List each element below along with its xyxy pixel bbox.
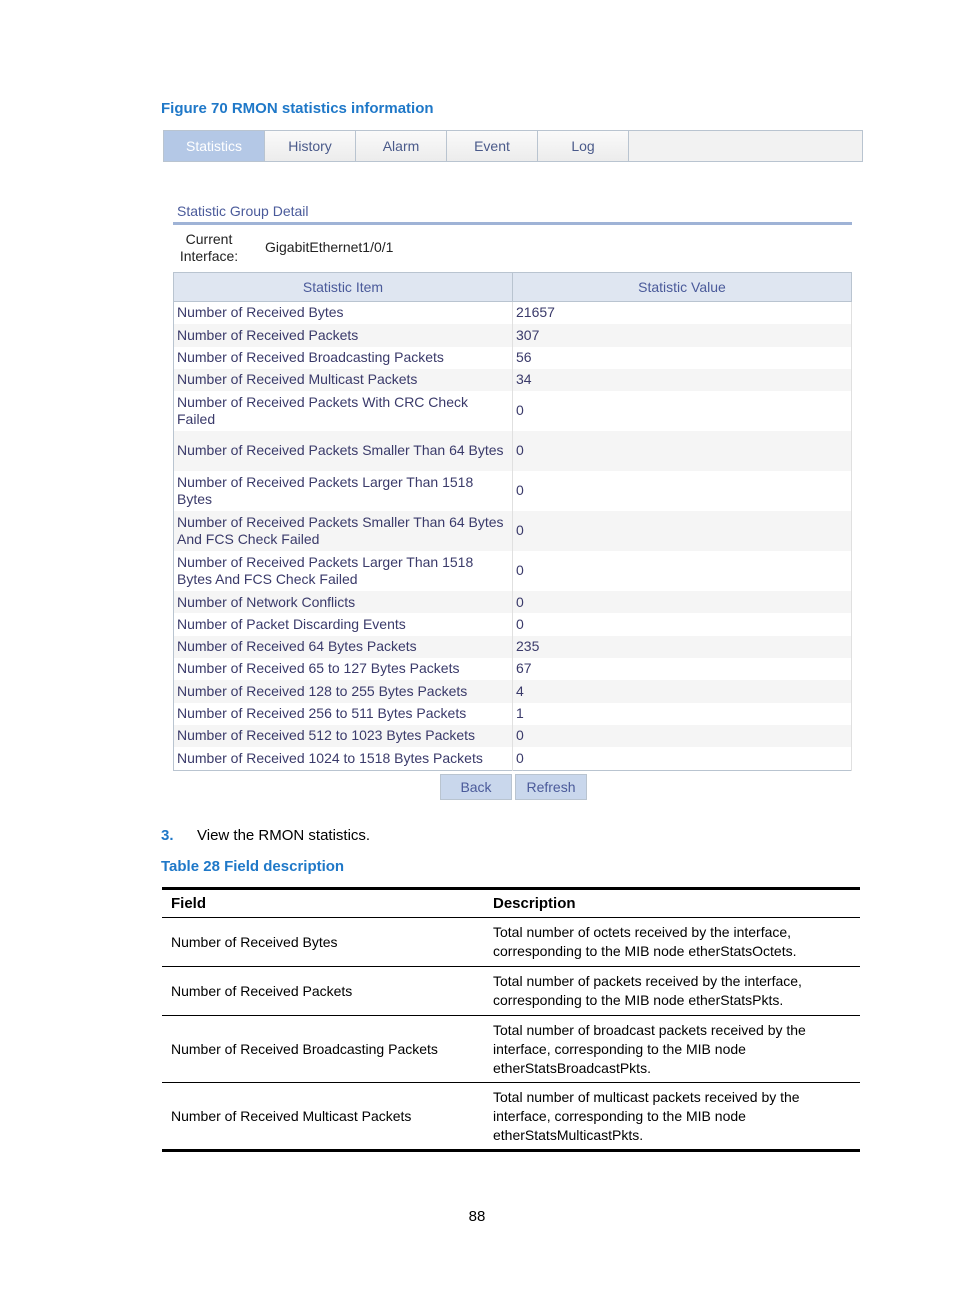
table-row <box>174 613 852 635</box>
group-title: Statistic Group Detail <box>177 203 309 219</box>
statistic-item: Number of Received 256 to 511 Bytes Packets <box>174 703 513 725</box>
statistic-item: Number of Received Packets Smaller Than 64 Bytes And FCS Check Failed <box>174 511 513 551</box>
field-name: Number of Received Multicast Packets <box>171 1107 412 1124</box>
statistic-item: Number of Received Packets Smaller Than 64 Bytes <box>174 431 513 471</box>
field-name: Number of Received Bytes <box>162 918 484 967</box>
column-header-statistic-value: Statistic Value <box>513 273 852 302</box>
statistic-value: 0 <box>513 511 852 551</box>
table-row <box>174 658 852 680</box>
current-interface-label <box>174 231 244 265</box>
tab-bar <box>163 130 863 162</box>
table-row <box>162 967 860 1016</box>
statistic-item: Number of Network Conflicts <box>174 591 513 613</box>
statistic-item: Number of Received 512 to 1023 Bytes Packets <box>174 725 513 747</box>
table-row <box>174 471 852 511</box>
table-row <box>162 918 860 967</box>
statistic-value: 34 <box>513 369 852 391</box>
statistic-item: Number of Received Bytes <box>174 302 513 325</box>
statistic-value: 0 <box>513 725 852 747</box>
statistic-item: Number of Received 65 to 127 Bytes Packets <box>174 658 513 680</box>
statistic-value: 4 <box>513 680 852 702</box>
group-title-divider <box>173 222 852 225</box>
statistic-value: 0 <box>513 391 852 431</box>
figure-caption: Figure 70 RMON statistics information <box>161 100 434 117</box>
statistic-value: 235 <box>513 636 852 658</box>
table-row <box>174 431 852 471</box>
statistic-value: 1 <box>513 703 852 725</box>
current-interface-label-line2: Interface: <box>179 248 239 264</box>
table-row <box>174 680 852 702</box>
statistic-item: Number of Received Packets Larger Than 1518 Bytes <box>174 471 513 511</box>
back-button[interactable]: Back <box>440 774 512 800</box>
table-row <box>174 369 852 391</box>
statistic-item: Number of Received 64 Bytes Packets <box>174 636 513 658</box>
statistic-value: 0 <box>513 747 852 770</box>
statistic-value: 0 <box>513 591 852 613</box>
statistic-item: Number of Packet Discarding Events <box>174 613 513 635</box>
statistic-value: 0 <box>513 613 852 635</box>
statistic-item: Number of Received Packets Larger Than 1518 Bytes And FCS Check Failed <box>174 551 513 591</box>
field-description: Total number of packets received by the interface, corresponding to the MIB node etherStatsPkts. <box>484 967 860 1016</box>
statistic-item: Number of Received Multicast Packets <box>174 369 513 391</box>
tab-bar-filler <box>629 131 862 161</box>
statistic-value: 56 <box>513 347 852 369</box>
table-row <box>174 636 852 658</box>
field-name: Number of Received Broadcasting Packets <box>162 1016 484 1083</box>
statistic-item: Number of Received Packets <box>174 324 513 346</box>
step-text: View the RMON statistics. <box>197 827 371 844</box>
table-row <box>174 551 852 591</box>
statistic-value: 67 <box>513 658 852 680</box>
statistic-value: 307 <box>513 324 852 346</box>
tab-log[interactable]: Log <box>538 131 629 161</box>
table-row <box>174 391 852 431</box>
tab-history[interactable]: History <box>265 131 356 161</box>
statistic-item: Number of Received Packets With CRC Check Failed <box>174 391 513 431</box>
table-row <box>174 302 852 325</box>
statistic-value: 0 <box>513 471 852 511</box>
field-description: Total number of broadcast packets received by the interface, corresponding to the MIB node etherStatsBroadcastPkts. <box>484 1016 860 1083</box>
statistic-item: Number of Received 1024 to 1518 Bytes Packets <box>174 747 513 770</box>
page-number: 88 <box>468 1208 486 1225</box>
field-description: Total number of multicast packets received by the interface, corresponding to the MIB node etherStatsMulticastPkts. <box>493 1088 800 1143</box>
table-row <box>174 747 852 770</box>
column-header-statistic-item: Statistic Item <box>174 273 513 302</box>
statistic-value: 0 <box>513 551 852 591</box>
table-row <box>162 1016 860 1083</box>
statistic-value: 21657 <box>513 302 852 325</box>
statistics-table <box>173 272 852 771</box>
table-row <box>174 324 852 346</box>
table-row <box>174 591 852 613</box>
tab-alarm[interactable]: Alarm <box>356 131 447 161</box>
statistic-item: Number of Received 128 to 255 Bytes Packets <box>174 680 513 702</box>
step-item <box>161 827 371 844</box>
step-number: 3. <box>161 827 174 844</box>
table-caption: Table 28 Field description <box>161 858 345 875</box>
refresh-button[interactable]: Refresh <box>515 774 587 800</box>
tab-event[interactable]: Event <box>447 131 538 161</box>
statistic-value: 0 <box>513 431 852 471</box>
table-row <box>174 725 852 747</box>
current-interface-value: GigabitEthernet1/0/1 <box>265 239 394 255</box>
field-name: Number of Received Packets <box>162 967 484 1016</box>
statistic-item: Number of Received Broadcasting Packets <box>174 347 513 369</box>
tab-statistics[interactable]: Statistics <box>164 131 265 161</box>
field-description: Total number of octets received by the interface, corresponding to the MIB node etherStatsOctets. <box>484 918 860 967</box>
current-interface-label-line1: Current <box>185 231 233 247</box>
field-description-table <box>162 887 860 1152</box>
table-row <box>162 1083 860 1151</box>
table-row <box>174 703 852 725</box>
table-row <box>174 347 852 369</box>
table-row <box>174 511 852 551</box>
column-header-description: Description <box>484 889 860 918</box>
column-header-field: Field <box>162 889 484 918</box>
